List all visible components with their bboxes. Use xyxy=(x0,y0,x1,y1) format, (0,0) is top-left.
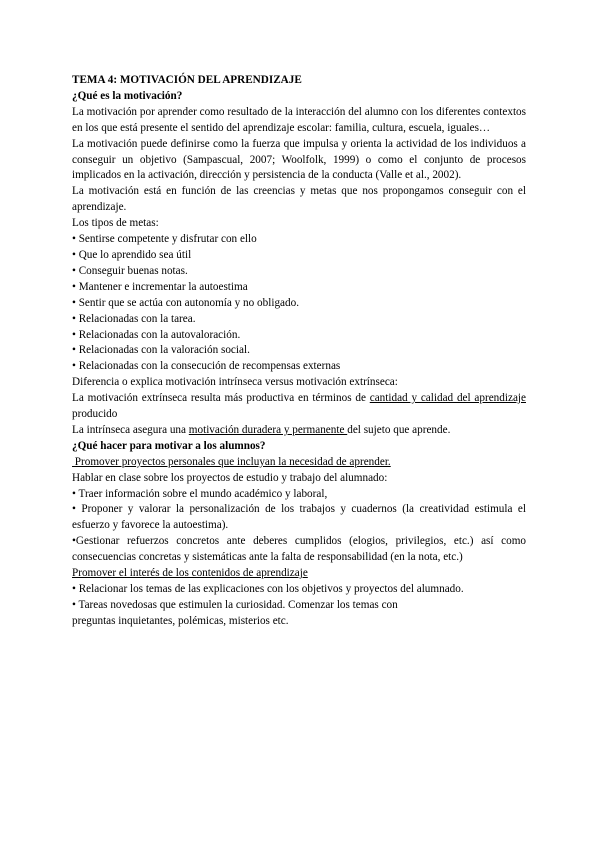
underlined-phrase: motivación duradera y permanente xyxy=(188,423,348,436)
list-item: • Relacionadas con la autovaloración. xyxy=(72,328,241,341)
list-item: • Relacionadas con la tarea. xyxy=(72,312,196,325)
paragraph-2: La motivación puede definirse como la fuerza que impulsa y orienta la actividad de los individuos a conseguir un objetivo (Sampascual, 2007; Woolfolk, 1999) o como el conjunto de procesos implicados en la activación, dirección y persistencia de la conducta (Valle et al., 2002). xyxy=(72,137,526,182)
list-item: • Relacionadas con la valoración social. xyxy=(72,344,250,357)
list-item: • Sentirse competente y disfrutar con ello xyxy=(72,233,257,246)
paragraph-3: La motivación está en función de las creencias y metas que nos propongamos conseguir con el aprendizaje. xyxy=(72,185,526,214)
difference-intro: Diferencia o explica motivación intrínseca versus motivación extrínseca: xyxy=(72,376,398,389)
list-item: •Gestionar refuerzos concretos ante deberes cumplidos (elogios, privilegios, etc.) así como consecuencias concretas y sistemáticas ante la falta de responsabilidad (en la nota, etc.) xyxy=(72,535,526,564)
section-heading-how-to-motivate: ¿Qué hacer para motivar a los alumnos? xyxy=(72,439,266,452)
subsection-heading-interest: Promover el interés de los contenidos de aprendizaje xyxy=(72,567,308,580)
list-item: • Relacionar los temas de las explicaciones con los objetivos y proyectos del alumnado. xyxy=(72,583,464,595)
document-body xyxy=(72,73,526,630)
paragraph-1: La motivación por aprender como resultado de la interacción del alumno con los diferentes contextos en los que está presente el sentido del aprendizaje escolar: familia, cultura, escuela, iguales… xyxy=(72,105,526,134)
document-title: TEMA 4: MOTIVACIÓN DEL APRENDIZAJE xyxy=(72,74,302,86)
list-item: • Sentir que se actúa con autonomía y no obligado. xyxy=(72,296,299,309)
goals-list xyxy=(72,232,526,375)
subsection-heading-projects: Promover proyectos personales que incluyan la necesidad de aprender. xyxy=(72,455,391,468)
projects-intro: Hablar en clase sobre los proyectos de estudio y trabajo del alumnado: xyxy=(72,471,388,484)
list-item: • Conseguir buenas notas. xyxy=(72,264,188,277)
list-item: • Traer información sobre el mundo académico y laboral, xyxy=(72,487,328,500)
intrinsic-paragraph: La intrínseca asegura una motivación duradera y permanente del sujeto que aprende. xyxy=(72,423,451,436)
list-item-continuation: preguntas inquietantes, polémicas, misterios etc. xyxy=(72,614,289,627)
list-item: • Mantener e incrementar la autoestima xyxy=(72,280,248,293)
extrinsic-paragraph: La motivación extrínseca resulta más productiva en términos de cantidad y calidad del aprendizaje producido xyxy=(72,392,526,421)
list-item: • Que lo aprendido sea útil xyxy=(72,248,192,261)
goals-intro: Los tipos de metas: xyxy=(72,217,159,230)
list-item: • Tareas novedosas que estimulen la curiosidad. Comenzar los temas con xyxy=(72,598,398,611)
underlined-phrase: cantidad y calidad del aprendizaje xyxy=(369,392,526,405)
list-item: • Relacionadas con la consecución de recompensas externas xyxy=(72,360,341,373)
list-item: • Proponer y valorar la personalización de los trabajos y cuadernos (la creatividad estimula el esfuerzo y favorece la autoestima). xyxy=(72,503,526,532)
section-heading-motivation: ¿Qué es la motivación? xyxy=(72,89,183,102)
